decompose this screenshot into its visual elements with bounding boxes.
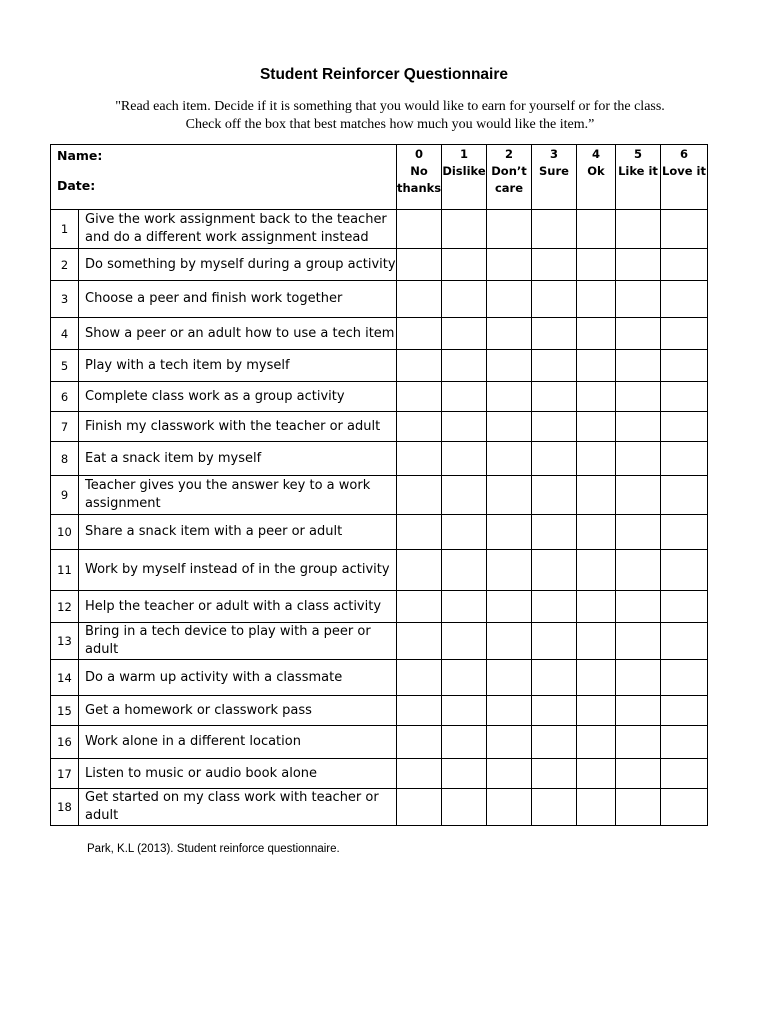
rating-checkbox-2[interactable] [487, 249, 532, 281]
item-number: 10 [51, 515, 79, 550]
date-label: Date: [57, 178, 96, 193]
scale-label: Don’t care [491, 164, 527, 195]
rating-checkbox-0[interactable] [397, 660, 442, 696]
rating-checkbox-0[interactable] [397, 726, 442, 759]
rating-checkbox-4[interactable] [577, 550, 616, 591]
rating-checkbox-5[interactable] [616, 789, 661, 826]
name-date-cell[interactable] [51, 145, 397, 210]
rating-checkbox-3[interactable] [532, 759, 577, 789]
item-number: 9 [51, 476, 79, 515]
rating-checkbox-5[interactable] [616, 550, 661, 591]
rating-checkbox-1[interactable] [442, 696, 487, 726]
scale-value: 4 [591, 147, 600, 161]
rating-checkbox-6[interactable] [661, 515, 708, 550]
rating-checkbox-1[interactable] [442, 591, 487, 623]
rating-checkbox-2[interactable] [487, 442, 532, 476]
item-number: 12 [51, 591, 79, 623]
rating-checkbox-2[interactable] [487, 726, 532, 759]
header-row [51, 145, 708, 210]
item-number: 11 [51, 550, 79, 591]
scale-header-5 [616, 145, 661, 210]
scale-value: 5 [633, 147, 642, 161]
item-number: 6 [51, 382, 79, 412]
rating-checkbox-2[interactable] [487, 759, 532, 789]
rating-checkbox-5[interactable] [616, 515, 661, 550]
scale-value: 3 [549, 147, 558, 161]
rating-checkbox-6[interactable] [661, 789, 708, 826]
item-text: Play with a tech item by myself [79, 350, 397, 382]
table-row [51, 249, 708, 281]
item-rows [51, 210, 708, 826]
table-row [51, 318, 708, 350]
item-number: 13 [51, 623, 79, 660]
rating-checkbox-0[interactable] [397, 550, 442, 591]
rating-checkbox-6[interactable] [661, 726, 708, 759]
table-row [51, 515, 708, 550]
table-row [51, 759, 708, 789]
instructions-line-2: Check off the box that best matches how much you would like the item.” [185, 117, 595, 132]
table-row [51, 350, 708, 382]
scale-header-4 [577, 145, 616, 210]
item-text: Work by myself instead of in the group activity [79, 550, 397, 591]
rating-checkbox-2[interactable] [487, 382, 532, 412]
table-row [51, 476, 708, 515]
rating-checkbox-6[interactable] [661, 759, 708, 789]
instructions [60, 98, 720, 134]
rating-checkbox-4[interactable] [577, 515, 616, 550]
scale-header-1 [442, 145, 487, 210]
scale-value: 2 [504, 147, 513, 161]
rating-checkbox-1[interactable] [442, 550, 487, 591]
rating-checkbox-0[interactable] [397, 210, 442, 249]
rating-checkbox-2[interactable] [487, 210, 532, 249]
rating-checkbox-5[interactable] [616, 660, 661, 696]
table-row [51, 696, 708, 726]
rating-checkbox-6[interactable] [661, 591, 708, 623]
rating-checkbox-5[interactable] [616, 476, 661, 515]
table-row [51, 382, 708, 412]
rating-checkbox-3[interactable] [532, 350, 577, 382]
rating-checkbox-2[interactable] [487, 476, 532, 515]
rating-checkbox-0[interactable] [397, 623, 442, 660]
table-row [51, 281, 708, 318]
rating-checkbox-2[interactable] [487, 515, 532, 550]
rating-checkbox-5[interactable] [616, 350, 661, 382]
item-text: Bring in a tech device to play with a peer or adult [79, 623, 397, 660]
scale-label: Sure [539, 164, 569, 178]
rating-checkbox-5[interactable] [616, 696, 661, 726]
rating-checkbox-6[interactable] [661, 623, 708, 660]
rating-checkbox-4[interactable] [577, 281, 616, 318]
table-row [51, 591, 708, 623]
scale-header-2 [487, 145, 532, 210]
rating-checkbox-6[interactable] [661, 350, 708, 382]
rating-checkbox-0[interactable] [397, 412, 442, 442]
scale-label: Like it [618, 164, 658, 178]
rating-checkbox-1[interactable] [442, 249, 487, 281]
item-number: 16 [51, 726, 79, 759]
rating-checkbox-1[interactable] [442, 759, 487, 789]
scale-label: Dislike [442, 164, 486, 178]
table-row [51, 623, 708, 660]
rating-checkbox-4[interactable] [577, 591, 616, 623]
scale-label: Love it [662, 164, 706, 178]
rating-checkbox-3[interactable] [532, 623, 577, 660]
rating-checkbox-6[interactable] [661, 550, 708, 591]
rating-checkbox-2[interactable] [487, 318, 532, 350]
item-text: Listen to music or audio book alone [79, 759, 397, 789]
rating-checkbox-1[interactable] [442, 623, 487, 660]
item-text: Get a homework or classwork pass [79, 696, 397, 726]
rating-checkbox-1[interactable] [442, 281, 487, 318]
item-text: Finish my classwork with the teacher or adult [79, 412, 397, 442]
rating-checkbox-3[interactable] [532, 210, 577, 249]
rating-checkbox-4[interactable] [577, 350, 616, 382]
rating-checkbox-0[interactable] [397, 382, 442, 412]
rating-checkbox-3[interactable] [532, 789, 577, 826]
table-row [51, 550, 708, 591]
rating-checkbox-1[interactable] [442, 515, 487, 550]
rating-checkbox-2[interactable] [487, 696, 532, 726]
rating-checkbox-4[interactable] [577, 412, 616, 442]
rating-checkbox-0[interactable] [397, 318, 442, 350]
rating-checkbox-3[interactable] [532, 726, 577, 759]
rating-checkbox-6[interactable] [661, 281, 708, 318]
rating-checkbox-2[interactable] [487, 281, 532, 318]
rating-checkbox-4[interactable] [577, 726, 616, 759]
scale-label: Ok [587, 164, 605, 178]
rating-checkbox-4[interactable] [577, 318, 616, 350]
rating-checkbox-0[interactable] [397, 350, 442, 382]
rating-checkbox-4[interactable] [577, 249, 616, 281]
rating-checkbox-4[interactable] [577, 476, 616, 515]
rating-checkbox-1[interactable] [442, 350, 487, 382]
rating-checkbox-2[interactable] [487, 550, 532, 591]
rating-checkbox-1[interactable] [442, 442, 487, 476]
rating-checkbox-2[interactable] [487, 350, 532, 382]
item-number: 1 [51, 210, 79, 249]
rating-checkbox-3[interactable] [532, 442, 577, 476]
rating-checkbox-5[interactable] [616, 412, 661, 442]
questionnaire-table [50, 144, 708, 826]
rating-checkbox-5[interactable] [616, 442, 661, 476]
rating-checkbox-3[interactable] [532, 382, 577, 412]
rating-checkbox-2[interactable] [487, 623, 532, 660]
rating-checkbox-4[interactable] [577, 789, 616, 826]
rating-checkbox-0[interactable] [397, 789, 442, 826]
rating-checkbox-3[interactable] [532, 318, 577, 350]
instructions-line-1: "Read each item. Decide if it is something that you would like to earn for yourself or for the class. [115, 99, 665, 114]
scale-value: 1 [459, 147, 468, 161]
rating-checkbox-1[interactable] [442, 726, 487, 759]
rating-checkbox-5[interactable] [616, 591, 661, 623]
rating-checkbox-4[interactable] [577, 696, 616, 726]
table-row [51, 789, 708, 826]
rating-checkbox-1[interactable] [442, 789, 487, 826]
rating-checkbox-0[interactable] [397, 759, 442, 789]
rating-checkbox-1[interactable] [442, 476, 487, 515]
rating-checkbox-0[interactable] [397, 591, 442, 623]
rating-checkbox-5[interactable] [616, 281, 661, 318]
item-text: Help the teacher or adult with a class activity [79, 591, 397, 623]
item-text: Choose a peer and finish work together [79, 281, 397, 318]
item-number: 18 [51, 789, 79, 826]
item-text: Give the work assignment back to the teacher and do a different work assignment instead [79, 210, 397, 249]
rating-checkbox-4[interactable] [577, 660, 616, 696]
rating-checkbox-4[interactable] [577, 623, 616, 660]
rating-checkbox-0[interactable] [397, 515, 442, 550]
table-row [51, 660, 708, 696]
rating-checkbox-2[interactable] [487, 789, 532, 826]
rating-checkbox-2[interactable] [487, 412, 532, 442]
table-row [51, 412, 708, 442]
rating-checkbox-5[interactable] [616, 382, 661, 412]
item-text: Eat a snack item by myself [79, 442, 397, 476]
rating-checkbox-5[interactable] [616, 318, 661, 350]
rating-checkbox-5[interactable] [616, 726, 661, 759]
item-number: 4 [51, 318, 79, 350]
rating-checkbox-6[interactable] [661, 476, 708, 515]
rating-checkbox-3[interactable] [532, 476, 577, 515]
rating-checkbox-3[interactable] [532, 412, 577, 442]
rating-checkbox-0[interactable] [397, 476, 442, 515]
rating-checkbox-4[interactable] [577, 210, 616, 249]
scale-label: No thanks [397, 164, 442, 195]
rating-checkbox-0[interactable] [397, 696, 442, 726]
name-label: Name: [57, 148, 103, 163]
rating-checkbox-3[interactable] [532, 550, 577, 591]
rating-checkbox-6[interactable] [661, 318, 708, 350]
item-number: 17 [51, 759, 79, 789]
item-text: Get started on my class work with teacher or adult [79, 789, 397, 826]
citation: Park, K.L (2013). Student reinforce questionnaire. [87, 843, 340, 855]
scale-header-3 [532, 145, 577, 210]
item-number: 2 [51, 249, 79, 281]
rating-checkbox-3[interactable] [532, 696, 577, 726]
rating-checkbox-3[interactable] [532, 249, 577, 281]
table-row [51, 726, 708, 759]
item-number: 3 [51, 281, 79, 318]
rating-checkbox-6[interactable] [661, 442, 708, 476]
item-number: 5 [51, 350, 79, 382]
rating-checkbox-5[interactable] [616, 623, 661, 660]
rating-checkbox-0[interactable] [397, 442, 442, 476]
rating-checkbox-6[interactable] [661, 412, 708, 442]
scale-value: 6 [679, 147, 688, 161]
scale-value: 0 [414, 147, 423, 161]
rating-checkbox-6[interactable] [661, 660, 708, 696]
item-number: 7 [51, 412, 79, 442]
rating-checkbox-3[interactable] [532, 660, 577, 696]
item-number: 8 [51, 442, 79, 476]
rating-checkbox-3[interactable] [532, 281, 577, 318]
item-number: 15 [51, 696, 79, 726]
rating-checkbox-6[interactable] [661, 696, 708, 726]
rating-checkbox-6[interactable] [661, 382, 708, 412]
item-text: Work alone in a different location [79, 726, 397, 759]
rating-checkbox-1[interactable] [442, 210, 487, 249]
rating-checkbox-4[interactable] [577, 382, 616, 412]
item-text: Show a peer or an adult how to use a tech item [79, 318, 397, 350]
rating-checkbox-2[interactable] [487, 591, 532, 623]
rating-checkbox-1[interactable] [442, 318, 487, 350]
scale-header-6 [661, 145, 708, 210]
table-row [51, 442, 708, 476]
rating-checkbox-3[interactable] [532, 591, 577, 623]
rating-checkbox-3[interactable] [532, 515, 577, 550]
rating-checkbox-2[interactable] [487, 660, 532, 696]
page-title: Student Reinforcer Questionnaire [259, 66, 509, 83]
scale-header-0 [397, 145, 442, 210]
item-text: Complete class work as a group activity [79, 382, 397, 412]
rating-checkbox-4[interactable] [577, 759, 616, 789]
rating-checkbox-5[interactable] [616, 210, 661, 249]
item-text: Do a warm up activity with a classmate [79, 660, 397, 696]
rating-checkbox-5[interactable] [616, 759, 661, 789]
item-number: 14 [51, 660, 79, 696]
rating-checkbox-1[interactable] [442, 382, 487, 412]
rating-checkbox-0[interactable] [397, 249, 442, 281]
rating-checkbox-4[interactable] [577, 442, 616, 476]
table-row [51, 210, 708, 249]
rating-checkbox-6[interactable] [661, 210, 708, 249]
item-text: Share a snack item with a peer or adult [79, 515, 397, 550]
rating-checkbox-1[interactable] [442, 660, 487, 696]
rating-checkbox-0[interactable] [397, 281, 442, 318]
rating-checkbox-1[interactable] [442, 412, 487, 442]
rating-checkbox-5[interactable] [616, 249, 661, 281]
item-text: Do something by myself during a group activity [79, 249, 397, 281]
item-text: Teacher gives you the answer key to a work assignment [79, 476, 397, 515]
rating-checkbox-6[interactable] [661, 249, 708, 281]
